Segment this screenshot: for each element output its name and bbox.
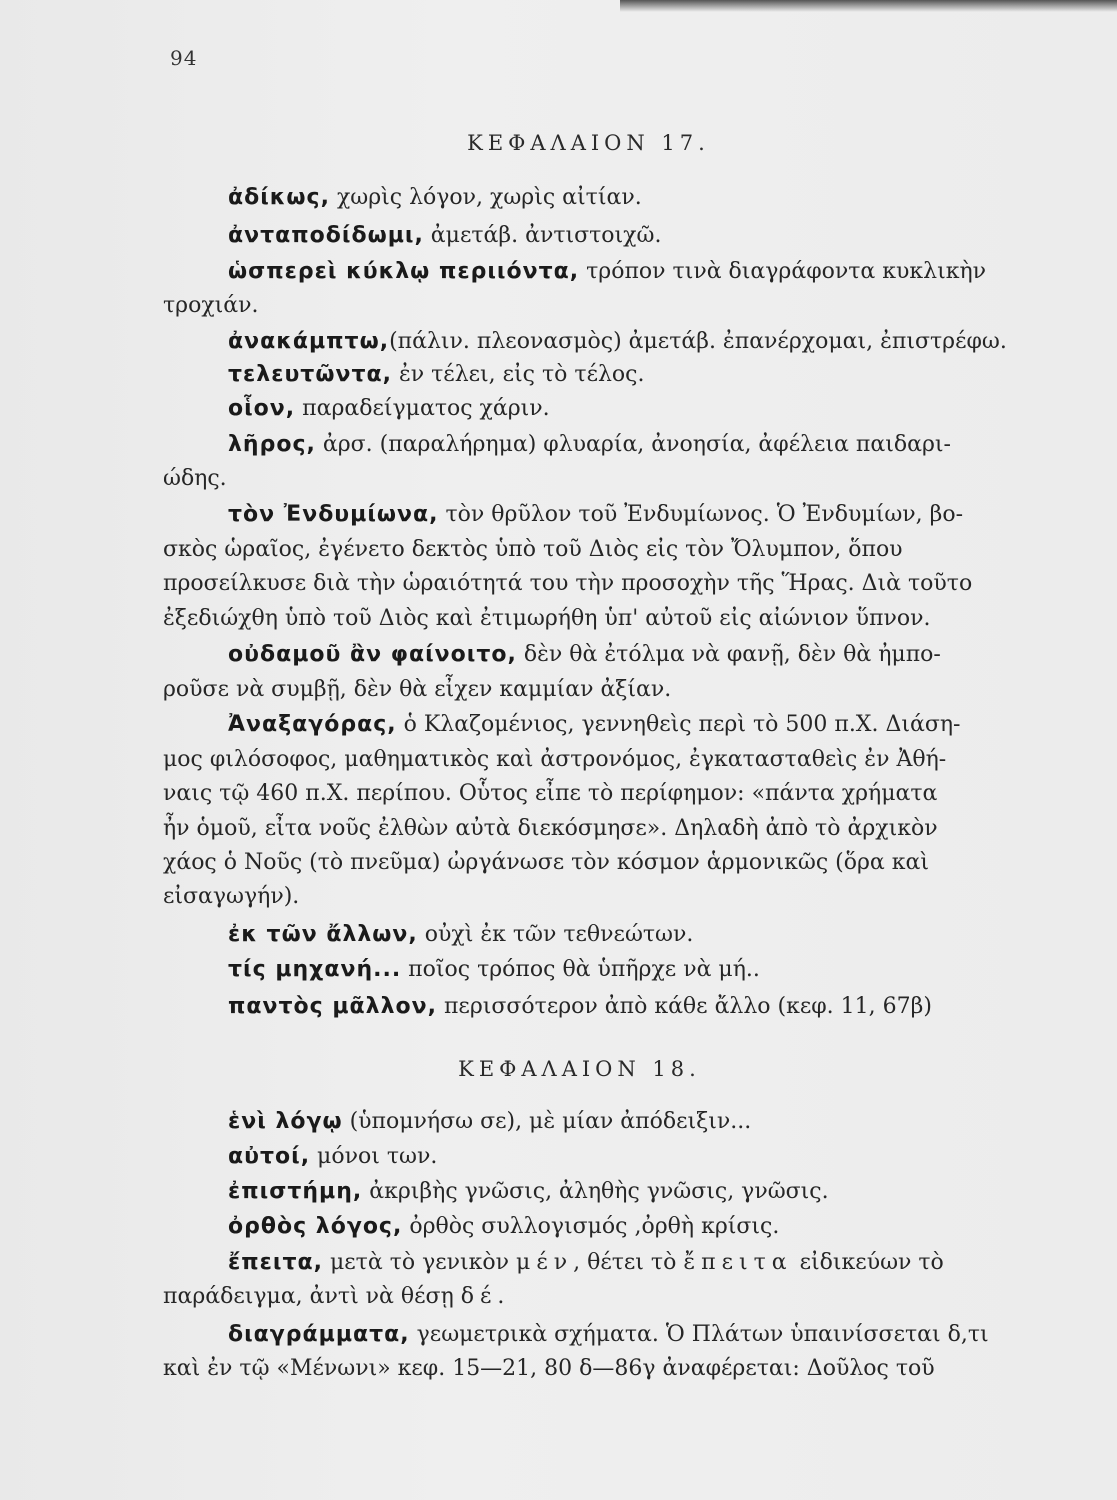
entry-definition: γεωμετρικὰ σχήματα. Ὁ Πλάτων ὑπαινίσσεται δ,τι: [409, 1322, 989, 1347]
chapter-heading-17: ΚΕΦΑΛΑΙΟΝ 17.: [467, 131, 710, 155]
entry-continuation: καὶ ἐν τῷ «Μένωνι» κεφ. 15—21, 80 δ—86γ ἀναφέρεται: Δοῦλος τοῦ: [163, 1356, 935, 1381]
entry-term: τελευτῶντα,: [228, 362, 392, 387]
entry-continuation: [163, 1283, 504, 1311]
entry-definition: χωρὶς λόγον, χωρὶς αἰτίαν.: [329, 185, 642, 210]
glossary-entry: [228, 1213, 779, 1241]
glossary-entry: [228, 993, 932, 1021]
entry-definition: τρόπον τινὰ διαγράφοντα κυκλικὴν: [579, 259, 987, 284]
entry-definition: μετὰ τὸ γενικὸν: [322, 1250, 517, 1275]
spaced-word: μέν: [516, 1250, 574, 1275]
glossary-entry: [228, 258, 986, 286]
entry-continuation: ναις τῷ 460 π.Χ. περίπου. Οὗτος εἶπε τὸ περίφημον: «πάντα χρήματα: [163, 781, 938, 806]
entry-definition: ποῖος τρόπος θὰ ὑπῆρχε νὰ μή..: [401, 957, 760, 982]
glossary-entry: [228, 328, 1007, 356]
entry-definition: οὐχὶ ἐκ τῶν τεθνεώτων.: [417, 922, 694, 947]
entry-continuation: χάος ὁ Νοῦς (τὸ πνεῦμα) ὠργάνωσε τὸν κόσμον ἁρμονικῶς (ὅρα καὶ: [163, 850, 929, 875]
glossary-entry: [228, 395, 550, 423]
scan-shadow: [620, 0, 1117, 12]
entry-term: τίς μηχανή...: [228, 957, 402, 982]
entry-definition: (πάλιν. πλεονασμὸς) ἀμετάβ. ἐπανέρχομαι, ἐπιστρέφω.: [389, 329, 1007, 354]
entry-term: αὐτοί,: [228, 1144, 311, 1169]
glossary-entry: [228, 1321, 989, 1349]
entry-term: τὸν Ἐνδυμίωνα,: [228, 502, 439, 527]
entry-definition: παραδείγματος χάριν.: [295, 396, 550, 421]
entry-definition: εἰδικεύων τὸ: [792, 1250, 944, 1275]
glossary-entry: [228, 431, 951, 459]
entry-term: ἀνακάμπτω,: [228, 329, 390, 354]
entry-term: λῆρος,: [228, 432, 316, 457]
entry-term: ἀνταποδίδωμι,: [228, 223, 424, 248]
entry-definition: περισσότερον ἀπὸ κάθε ἄλλο (κεφ. 11, 67β): [436, 994, 932, 1019]
entry-continuation-text: παράδειγμα, ἀντὶ νὰ θέσῃ: [163, 1284, 461, 1309]
entry-term: οὐδαμοῦ ἂν φαίνοιτο,: [228, 642, 517, 667]
spaced-word: δέ: [460, 1284, 498, 1309]
glossary-entry: [228, 1178, 829, 1206]
glossary-entry: [228, 184, 642, 212]
entry-term: Ἀναξαγόρας,: [228, 712, 397, 737]
entry-definition: ἀρσ. (παραλήρημα) φλυαρία, ἀνοησία, ἀφέλεια παιδαρι-: [315, 432, 951, 457]
entry-continuation-text: .: [497, 1284, 505, 1309]
entry-definition: ἐν τέλει, εἰς τὸ τέλος.: [391, 362, 645, 387]
entry-definition: μόνοι των.: [310, 1144, 438, 1169]
glossary-entry: [228, 1249, 944, 1277]
spaced-word: ἔπειτα: [683, 1250, 793, 1275]
entry-continuation: ώδης.: [163, 466, 227, 491]
entry-term: ἐκ τῶν ἄλλων,: [228, 922, 418, 947]
glossary-entry: [228, 222, 661, 250]
entry-definition: (ὑπομνήσω σε), μὲ μίαν ἀπόδειξιν...: [342, 1109, 752, 1134]
entry-continuation: σκὸς ὡραῖος, ἐγένετο δεκτὸς ὑπὸ τοῦ Διὸς εἰς τὸν Ὄλυμπον, ὅπου: [163, 537, 903, 562]
entry-definition: τὸν θρῦλον τοῦ Ἐνδυμίωνος. Ὁ Ἐνδυμίων, βο-: [438, 502, 964, 527]
entry-definition: ὀρθὸς συλλογισμός ,ὀρθὴ κρίσις.: [402, 1214, 780, 1239]
entry-term: οἷον,: [228, 396, 296, 421]
entry-term: ἔπειτα,: [228, 1250, 323, 1275]
entry-term: ἐπιστήμη,: [228, 1179, 363, 1204]
entry-continuation: μος φιλόσοφος, μαθηματικὸς καὶ ἀστρονόμος, ἐγκατασταθεὶς ἐν Ἀθή-: [163, 747, 947, 772]
entry-continuation: ροῦσε νὰ συμβῇ, δὲν θὰ εἶχεν καμμίαν ἀξίαν.: [163, 677, 672, 702]
entry-definition: , θέτει τὸ: [573, 1250, 684, 1275]
entry-term: διαγράμματα,: [228, 1322, 410, 1347]
entry-term: ὡσπερεὶ κύκλῳ περιιόντα,: [228, 259, 580, 284]
glossary-entry: [228, 1143, 437, 1171]
entry-definition: ὁ Κλαζομένιος, γεννηθεὶς περὶ τὸ 500 π.Χ. Διάση-: [396, 712, 961, 737]
entry-term: ὀρθὸς λόγος,: [228, 1214, 403, 1239]
glossary-entry: [228, 641, 941, 669]
entry-continuation: τροχιάν.: [163, 293, 259, 318]
glossary-entry: [228, 501, 963, 529]
entry-definition: δὲν θὰ ἐτόλμα νὰ φανῇ, δὲν θὰ ἠμπο-: [516, 642, 941, 667]
entry-term: παντὸς μᾶλλον,: [228, 994, 437, 1019]
glossary-entry: [228, 361, 644, 389]
entry-definition: ἀκριβὴς γνῶσις, ἀληθὴς γνῶσις, γνῶσις.: [362, 1179, 829, 1204]
entry-term: ἀδίκως,: [228, 185, 330, 210]
entry-continuation: εἰσαγωγήν).: [163, 884, 300, 909]
glossary-entry: [228, 921, 693, 949]
entry-term: ἑνὶ λόγῳ: [228, 1109, 343, 1134]
entry-definition: ἀμετάβ. ἀντιστοιχῶ.: [423, 223, 662, 248]
glossary-entry: [228, 711, 960, 739]
chapter-heading-18: ΚΕΦΑΛΑΙΟΝ 18.: [458, 1057, 701, 1081]
entry-continuation: προσείλκυσε διὰ τὴν ὡραιότητά του τὴν προσοχὴν τῆς Ἥρας. Διὰ τοῦτο: [163, 571, 973, 596]
entry-continuation: ἐξεδιώχθη ὑπὸ τοῦ Διὸς καὶ ἐτιμωρήθη ὑπ' αὐτοῦ εἰς αἰώνιον ὕπνον.: [163, 606, 931, 631]
glossary-entry: [228, 1108, 751, 1136]
page-number: 94: [170, 46, 198, 70]
entry-continuation: ἦν ὁμοῦ, εἶτα νοῦς ἐλθὼν αὐτὰ διεκόσμησε». Δηλαδὴ ἀπὸ τὸ ἀρχικὸν: [163, 816, 938, 841]
glossary-entry: [228, 956, 760, 984]
